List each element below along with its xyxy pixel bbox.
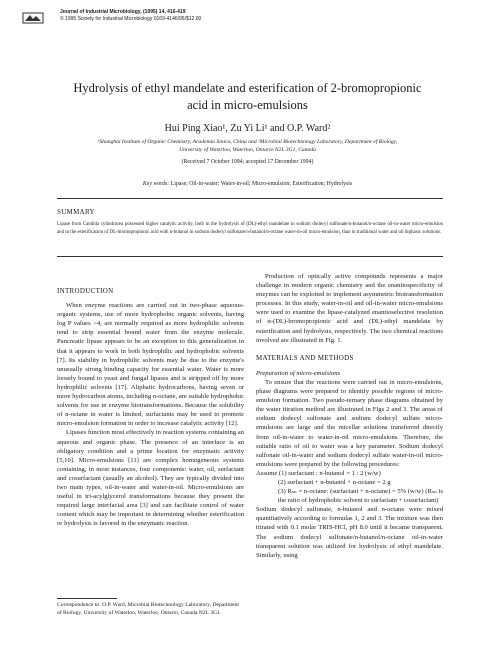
journal-citation: Journal of Industrial Microbiology, (1995) 14, 416-419 xyxy=(60,9,186,15)
methods-paragraph: To ensure that the reactions were carried out in micro-emulsions, phase diagrams were prepared to identify possible regions of micro-emulsion formation. Two pseudo-ternary phase diagrams obtained by the water titration method are illustrated in Figs 2 and 3. The areas of sodium dodecyl sulfonate and sodium dodecyl sulfate micro-emulsions are large and the micellar solutions transferred directly from oil-in-water to water-in-oil micro-emulsions. Therefore, the suitable ratio of oil to water was a key parameter. Sodium dodecyl sulfonate oil-in-water and sodium dodecyl sulfate water-in-oil micro-emulsions were prepared by the following procedures: xyxy=(256,378,443,468)
top-divider xyxy=(57,198,443,199)
title-line-2: acid in micro-emulsions xyxy=(187,98,308,112)
methods-subheading: Preparation of micro-emulsions xyxy=(256,369,341,377)
intro-paragraph-1: When enzyme reactions are carried out in two-phase aqueous-organic systems, use of more hydrophobic organic solvents, having log P values >4, are normally required as more hydrophilic solvents tend to strip essential bound water from the enzyme molecule. Pancreatic lipase appears to be an exception to this generalization in that it appears to work in both hydrophilic and hydrophobic solvents [7]. Its stability in hydrophilic solvents may be due to the enzyme's unusually strong binding capacity for essential water. Water is more loosely bound to yeast and fungal lipases and is stripped off by more hydrophilic solvents [17]. Aliphatic hydrocarbons, having seven or more hydrocarbon atoms, including n-octane, are suitable hydrophobic solvents for use in enzyme biotransformations. Because the solubility of n-octane in water is limited, surfactants may be used to promote micro-emulsion formation in order to increase catalytic activity [12]. xyxy=(57,302,244,428)
received-dates: (Received 7 October 1994; accepted 17 December 1994) xyxy=(181,159,314,165)
correspondence-footnote: Correspondence to: O.P. Ward, Microbial Biotechnology Laboratory, Department of Biology, University of Waterloo, Waterloo, Ontario, Canada N2L 3G1. xyxy=(57,602,239,616)
affiliation-line-1: ¹Shanghai Institute of Organic Chemistry, Academia Sinica, China and ²Microbial Biotechnology Laboratory, Department of Biology, xyxy=(97,139,398,145)
summary-divider xyxy=(57,256,443,257)
affiliation-line-2: University of Waterloo, Waterloo, Ontario N2L 3G1, Canada xyxy=(179,146,316,153)
keywords xyxy=(40,180,455,188)
introduction-heading: INTRODUCTION xyxy=(57,287,114,295)
left-column xyxy=(57,287,244,528)
intro-paragraph-2: Lipases function most effectively in reaction systems containing an aqueous and organic phase. The presence of an interface is an obligatory condition and a prime location for enzymatic activity [5,10]. Micro-emulsions [11] are complex homogeneous systems containing, in most instances, four components: water, oil, surfactant and cosurfactant (usually an alcohol). They are typically divided into two main types, oil-in-water and water-in-oil. Micro-emulsions are useful in tri-acylglycerol transformations because they present the required large interfacial area [3] and can facilitate control of water content which may be important in determining whether esterification or hydrolysis is favored in the enzymatic reaction. xyxy=(57,429,244,528)
affiliations xyxy=(55,139,440,154)
publisher-logo-icon xyxy=(22,11,44,25)
keywords-label: Key words: xyxy=(142,181,170,187)
assumption-2: (2) surfactant + n-butanol + n-octane = 2 g xyxy=(278,478,391,486)
methods-heading: MATERIALS AND METHODS xyxy=(256,353,354,362)
footnote-divider xyxy=(57,598,117,599)
copyright-line: © 1995 Society for Industrial Microbiology 0169-4146/95/$12.00 xyxy=(60,16,202,22)
right-column xyxy=(256,272,443,560)
summary-text: Lipase from Candida cylindracea possessed higher catalytic activity, both in the hydrolysis of (DL)-ethyl mandelate in sodium dodecyl sulfonate/n-butanol/n-octane oil-in-water micro-emulsion and in the esterification of DL-bromopropionic acid with n-butanol in sodium dodecyl sulfonate/n-butanol/n-octane water-in-oil micro-emulsion, than in traditional water and oil biphasic solutions. xyxy=(57,222,443,235)
summary-heading: SUMMARY xyxy=(57,208,95,216)
methods-paragraph-2: Sodium dodecyl sulfonate, n-butanol and n-octane were mixed quantitatively according to formulas 1, 2 and 3. The mixture was then titrated with 0.1 molar TRIS-HCl, pH 8.0 until it became transparent. The sodium dodecyl sulfonate/n-butanol/n-octane oil-in-water transparent solution was utilized for hydrolysis of ethyl mandelate. Similarly, using xyxy=(256,506,443,559)
journal-header xyxy=(60,9,260,23)
keywords-list: Lipase; Oil-in-water; Water-in-oil; Micro-emulsion; Esterification; Hydrolysis xyxy=(170,181,353,187)
authors: Hui Ping Xiao¹, Zu Yi Li¹ and O.P. Ward² xyxy=(164,123,331,134)
article-title xyxy=(40,80,455,114)
assumption-3: (3) Rₛₙ = n-octane: (surfactant + n-octane) = 5% (w/w) (Rₛₙ is the ratio of hydrophobic solvent to surfactant + cosurfactant) xyxy=(278,488,443,505)
right-paragraph-1: Production of optically active compounds represents a major challenge in modern organic chemistry and the enantiospecificity of enzymes can be exploited to implement asymmetric biotransformation processes. In this study, water-in-oil and oil-in-water micro-emulsions were used to examine the lipase-catalyzed enantioselective resolution of α-(DL)-bromopropionic acid and (DL)-ethyl mandelate by esterification and hydrolysis, respectively. The two chemical reactions involved are illustrated in Fig. 1. xyxy=(256,273,443,344)
title-line-1: Hydrolysis of ethyl mandelate and esterification of 2-bromopropionic xyxy=(73,81,422,95)
assumption-1: Assume (1) surfactant : n-butanol = 1 : 2 (w/w) xyxy=(256,469,381,477)
